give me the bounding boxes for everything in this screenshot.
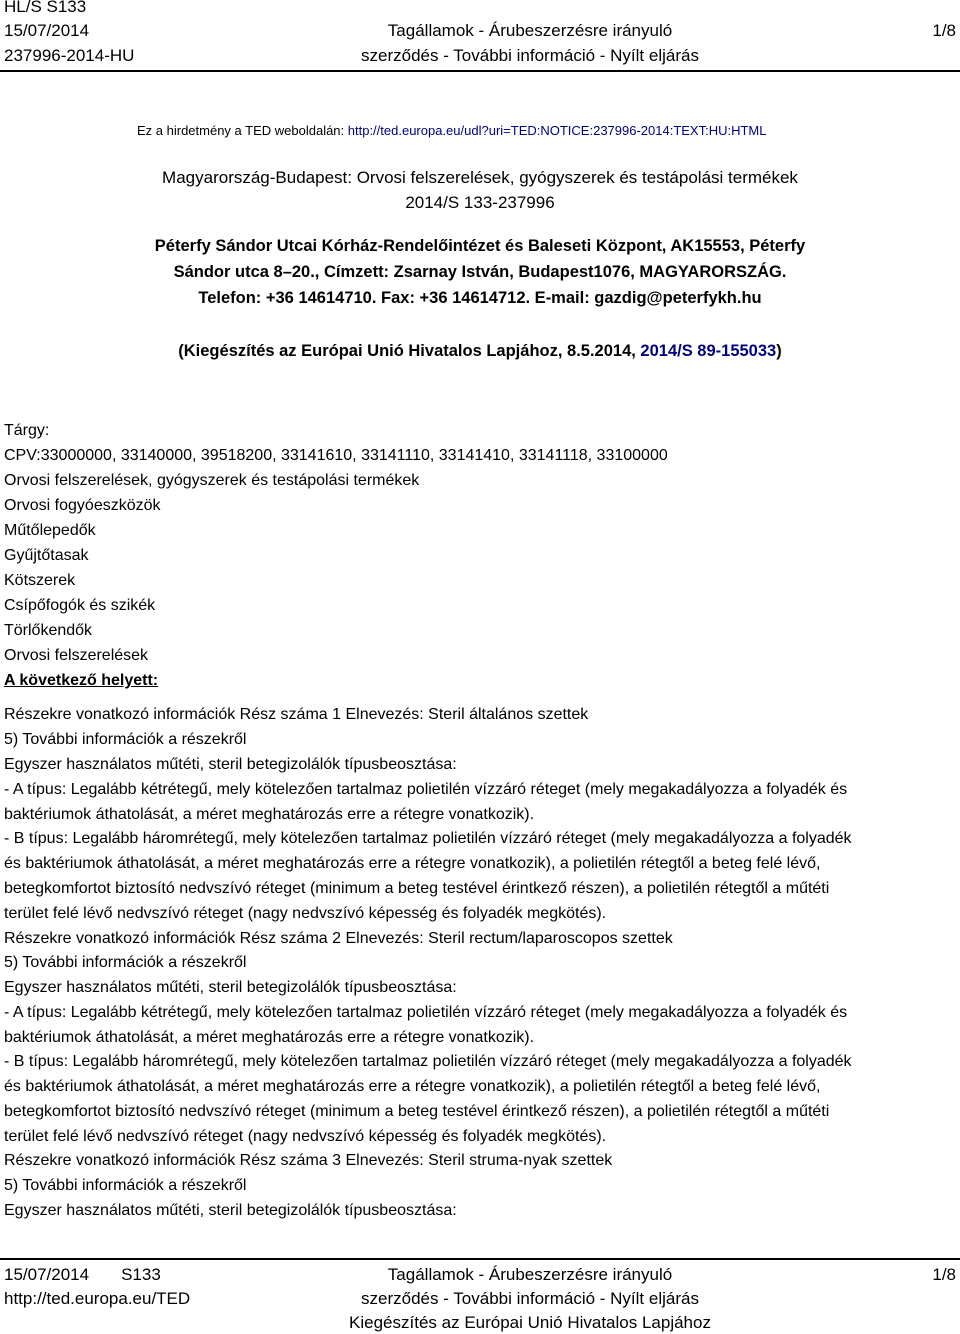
footer-rule — [0, 1258, 960, 1260]
part3-additional: 5) További információk a részekről — [4, 1177, 247, 1194]
part1-type-b-line3: betegkomfortot biztosító nedvszívó réteget (minimum a beteg testével érintkező részen), a polietilén rétegtől a műtéti — [4, 880, 830, 897]
part1-type-a-line1: - A típus: Legalább kétrétegű, mely kötelezően tartalmaz polietilén vízzáró réteget (mely megakadályozza a folyadék és — [4, 781, 848, 798]
supplement-suffix: ) — [776, 342, 782, 360]
supplement-line — [0, 342, 960, 361]
part1-type-a-line2: baktériumok áthatolását, a méret meghatározás erre a rétegre vonatkozik). — [4, 806, 535, 823]
header-page: 1/8 — [932, 21, 956, 40]
header-rule — [0, 70, 960, 72]
part1-title: Részekre vonatkozó információk Rész száma 1 Elnevezés: Steril általános szettek — [4, 706, 589, 723]
part2-additional: 5) További információk a részekről — [4, 954, 247, 971]
header-title-line1: Tagállamok - Árubeszerzésre irányuló — [387, 21, 673, 40]
supplement-prefix: (Kiegészítés az Európai Unió Hivatalos Lapjához, 8.5.2014, — [178, 342, 641, 360]
part2-classification: Egyszer használatos műtéti, steril betegizolálók típusbeosztása: — [4, 979, 457, 996]
authority-line3: Telefon: +36 14614710. Fax: +36 14614712. E-mail: gazdig@peterfykh.hu — [198, 289, 762, 307]
part1-type-b-line4: terület felé lévő nedvszívó réteget (nagy nedvszívó képesség és folyadék megkötés). — [4, 905, 607, 922]
part1-classification: Egyszer használatos műtéti, steril betegizolálók típusbeosztása: — [4, 756, 457, 773]
notice-url-prefix: Ez a hirdetmény a TED weboldalán: — [137, 123, 348, 138]
footer-url[interactable]: http://ted.europa.eu/TED — [4, 1289, 191, 1308]
footer-code: S133 — [121, 1265, 161, 1284]
part3-classification: Egyszer használatos műtéti, steril betegizolálók típusbeosztása: — [4, 1202, 457, 1219]
list-item: Csípőfogók és szikék — [4, 597, 156, 614]
part3-title: Részekre vonatkozó információk Rész száma 3 Elnevezés: Steril struma-nyak szettek — [4, 1152, 613, 1169]
doc-code: HL/S S133 — [4, 0, 87, 16]
part2-type-a-line2: baktériumok áthatolását, a méret meghatározás erre a rétegre vonatkozik). — [4, 1029, 535, 1046]
part2-type-b-line4: terület felé lévő nedvszívó réteget (nagy nedvszívó képesség és folyadék megkötés). — [4, 1128, 607, 1145]
subject-label: Tárgy: — [4, 422, 50, 439]
list-item: Törlőkendők — [4, 622, 93, 639]
notice-url-link[interactable]: http://ted.europa.eu/udl?uri=TED:NOTICE:237996-2014:TEXT:HU:HTML — [347, 123, 767, 138]
notice-title: Magyarország-Budapest: Orvosi felszerelések, gyógyszerek és testápolási termékek — [162, 168, 798, 187]
footer-title-line2: szerződés - További információ - Nyílt eljárás — [361, 1289, 699, 1308]
list-item: Gyűjtőtasak — [4, 547, 89, 564]
part2-type-a-line1: - A típus: Legalább kétrétegű, mely kötelezően tartalmaz polietilén vízzáró réteget (mely megakadályozza a folyadék és — [4, 1004, 848, 1021]
footer-title-line1: Tagállamok - Árubeszerzésre irányuló — [387, 1265, 673, 1284]
footer-title-line3: Kiegészítés az Európai Unió Hivatalos Lapjához — [349, 1313, 711, 1332]
part2-type-b-line3: betegkomfortot biztosító nedvszívó réteget (minimum a beteg testével érintkező részen), a polietilén rétegtől a műtéti — [4, 1103, 830, 1120]
footer-date: 15/07/2014 — [4, 1265, 90, 1284]
authority-line2: Sándor utca 8–20., Címzett: Zsarnay István, Budapest1076, MAGYARORSZÁG. — [173, 263, 787, 281]
list-item: Műtőlepedők — [4, 522, 96, 539]
header-date: 15/07/2014 — [4, 21, 90, 40]
part2-type-b-line1: - B típus: Legalább háromrétegű, mely kötelezően tartalmaz polietilén vízzáró réteget (mely megakadályozza a folyadék — [4, 1053, 852, 1070]
notice-url-line — [137, 123, 767, 138]
notice-id: 237996-2014-HU — [4, 46, 135, 65]
list-item: Orvosi fogyóeszközök — [4, 497, 161, 514]
part1-additional: 5) További információk a részekről — [4, 731, 247, 748]
list-item: Orvosi felszerelések, gyógyszerek és testápolási termékek — [4, 472, 420, 489]
list-item: Kötszerek — [4, 572, 76, 589]
part1-type-b-line1: - B típus: Legalább háromrétegű, mely kötelezően tartalmaz polietilén vízzáró réteget (mely megakadályozza a folyadék — [4, 830, 852, 847]
authority-line1: Péterfy Sándor Utcai Kórház-Rendelőintézet és Baleseti Központ, AK15553, Péterfy — [154, 237, 806, 255]
part2-type-b-line2: és baktériumok áthatolását, a méret meghatározás erre a rétegre vonatkozik), a polietilén rétegtől a beteg felé lévő, — [4, 1078, 821, 1095]
part2-title: Részekre vonatkozó információk Rész száma 2 Elnevezés: Steril rectum/laparoscopos szettek — [4, 930, 673, 947]
part1-type-b-line2: és baktériumok áthatolását, a méret meghatározás erre a rétegre vonatkozik), a polietilén rétegtől a beteg felé lévő, — [4, 855, 821, 872]
instead-label: A következő helyett: — [4, 672, 159, 689]
notice-number: 2014/S 133-237996 — [405, 193, 555, 212]
footer-page: 1/8 — [932, 1265, 956, 1284]
cpv-codes: CPV:33000000, 33140000, 39518200, 33141610, 33141110, 33141410, 33141118, 33100000 — [4, 447, 668, 464]
supplement-link[interactable]: 2014/S 89-155033 — [640, 342, 777, 360]
header-title-line2: szerződés - További információ - Nyílt eljárás — [361, 46, 699, 65]
list-item: Orvosi felszerelések — [4, 647, 149, 664]
